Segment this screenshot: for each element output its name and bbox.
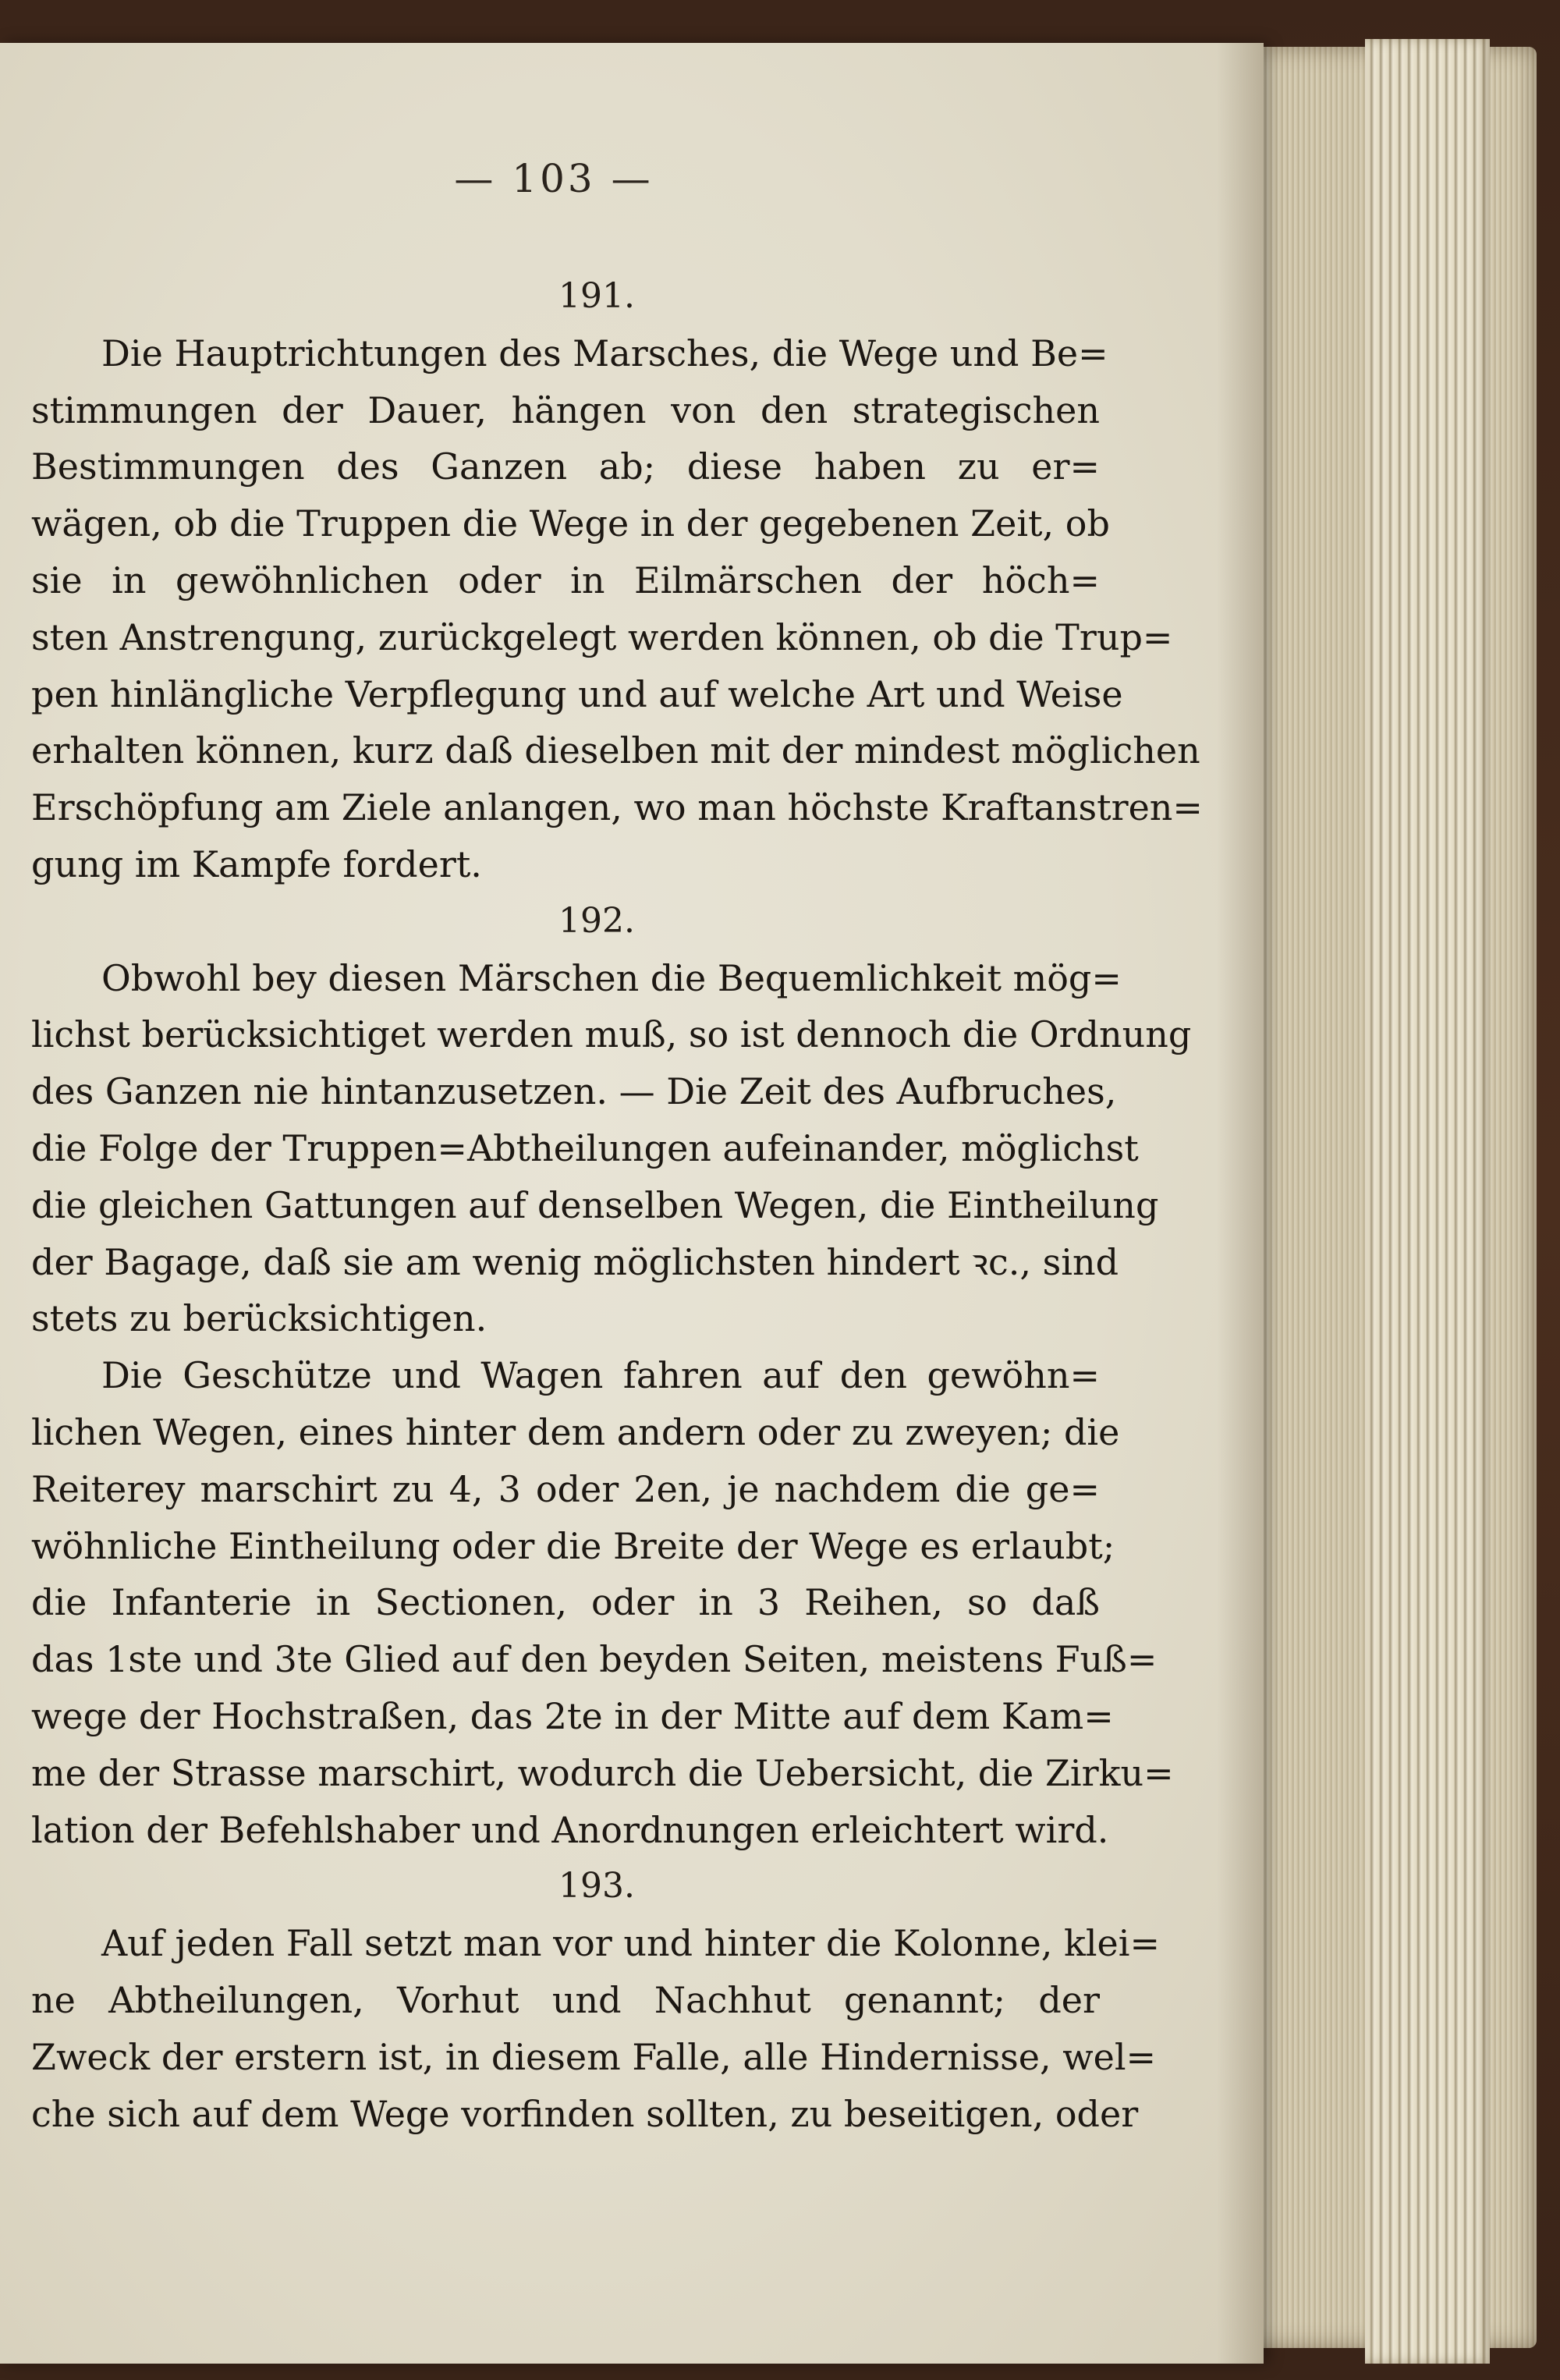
- text-line: Obwohl bey diesen Märschen die Bequemlichkeit mög=: [101, 956, 1122, 999]
- text-line: pen hinlängliche Verpflegung und auf welche Art und Weise: [31, 672, 1123, 715]
- text-line: Die Geschütze und Wagen fahren auf den gewöhn=: [101, 1354, 1100, 1397]
- text-line: die Folge der Truppen=Abtheilungen aufeinander, möglichst: [31, 1126, 1139, 1169]
- text-line: stets zu berücksichtigen.: [31, 1297, 488, 1340]
- text-line: Reiterey marschirt zu 4, 3 oder 2en, je nachdem die ge=: [31, 1467, 1100, 1510]
- text-line: sten Anstrengung, zurückgelegt werden können, ob die Trup=: [31, 615, 1173, 658]
- text-line: ne Abtheilungen, Vorhut und Nachhut genannt; der: [31, 1978, 1100, 2021]
- page-text: [31, 156, 1203, 2142]
- text-line: lichst berücksichtiget werden muß, so ist dennoch die Ordnung: [31, 1013, 1192, 1056]
- page-gutter-shadow: [1217, 43, 1264, 2364]
- text-line: wägen, ob die Truppen die Wege in der gegebenen Zeit, ob: [31, 502, 1110, 545]
- text-line: che sich auf dem Wege vorfinden sollten, zu beseitigen, oder: [31, 2092, 1139, 2135]
- text-line: lation der Befehlshaber und Anordnungen erleichtert wird.: [31, 1808, 1109, 1851]
- text-line: gung im Kampfe fordert.: [31, 842, 482, 885]
- page-edges: [1365, 39, 1490, 2364]
- text-line: me der Strasse marschirt, wodurch die Uebersicht, die Zirku=: [31, 1751, 1174, 1794]
- page-header: — 103 —: [454, 156, 654, 201]
- text-line: Die Hauptrichtungen des Marsches, die Wege und Be=: [101, 332, 1108, 374]
- text-line: des Ganzen nie hintanzusetzen. — Die Zeit des Aufbruches,: [31, 1070, 1117, 1113]
- section-number: 191.: [558, 276, 635, 316]
- text-line: der Bagage, daß sie am wenig möglichsten hindert ꝛc., sind: [31, 1240, 1119, 1283]
- text-line: stimmungen der Dauer, hängen von den strategischen: [31, 388, 1100, 431]
- text-line: Erschöpfung am Ziele anlangen, wo man höchste Kraftanstren=: [31, 786, 1203, 829]
- text-line: die gleichen Gattungen auf denselben Wegen, die Eintheilung: [31, 1183, 1159, 1226]
- text-line: Auf jeden Fall setzt man vor und hinter die Kolonne, klei=: [101, 1922, 1161, 1965]
- text-line: sie in gewöhnlichen oder in Eilmärschen der höch=: [31, 559, 1100, 601]
- text-line: wege der Hochstraßen, das 2te in der Mitte auf dem Kam=: [31, 1694, 1114, 1737]
- text-line: Bestimmungen des Ganzen ab; diese haben zu er=: [31, 445, 1100, 488]
- section-number: 192.: [558, 900, 635, 941]
- text-line: die Infanterie in Sectionen, oder in 3 Reihen, so daß: [31, 1581, 1100, 1624]
- text-line: das 1ste und 3te Glied auf den beyden Seiten, meistens Fuß=: [31, 1638, 1158, 1681]
- text-line: Zweck der erstern ist, in diesem Falle, alle Hindernisse, wel=: [31, 2035, 1157, 2078]
- text-line: lichen Wegen, eines hinter dem andern oder zu zweyen; die: [31, 1410, 1120, 1453]
- text-line: erhalten können, kurz daß dieselben mit der mindest möglichen: [31, 729, 1200, 772]
- section-number: 193.: [558, 1866, 635, 1906]
- text-line: wöhnliche Eintheilung oder die Breite der Wege es erlaubt;: [31, 1524, 1115, 1567]
